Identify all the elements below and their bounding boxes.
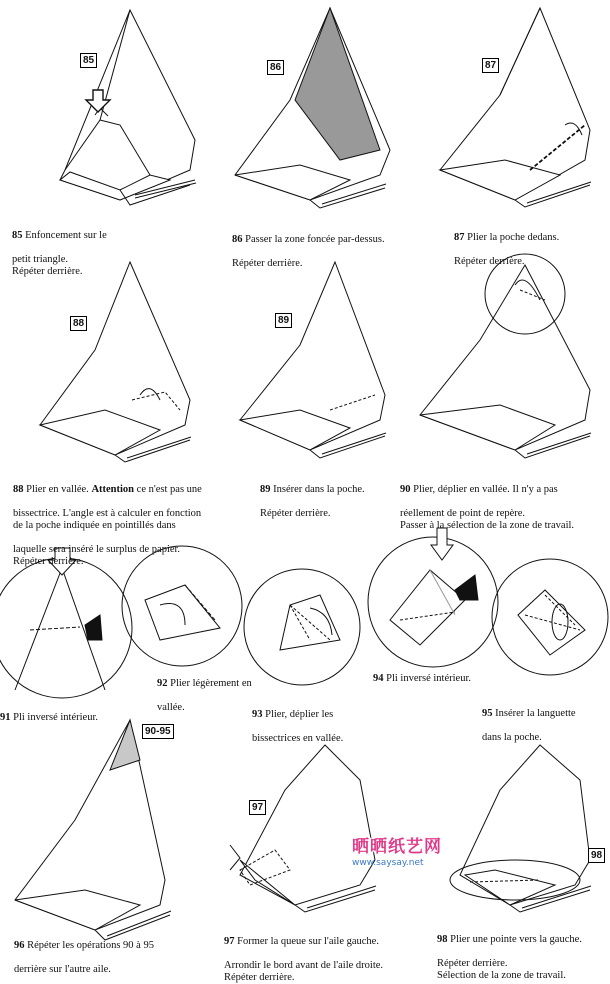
caption-86: 86 Passer la zone foncée par-dessus. Répéter derrière.	[232, 234, 385, 269]
caption-97: 97 Former la queue sur l'aile gauche. Arrondir le bord avant de l'aile droite. Répéter derrière.	[224, 936, 384, 983]
step-box-range: 90-95	[142, 724, 174, 739]
step-94-figure	[368, 528, 498, 667]
caption-88: 88 Plier en vallée. Attention ce n'est pas une bissectrice. L'angle est à calculer en fonction de la poche indiquée en pointillés dans laquelle sera inséré le surplus de papier. Répéter derrière.	[13, 484, 202, 567]
step-90-figure	[420, 254, 591, 458]
step-86-figure	[235, 8, 390, 208]
step-95-figure	[492, 559, 608, 675]
step-89-figure	[240, 262, 386, 458]
step-box-87: 87	[482, 58, 499, 73]
caption-98: 98 Plier une pointe vers la gauche. Répéter derrière. Sélection de la zone de travail.	[437, 934, 582, 981]
step-87-figure	[440, 8, 591, 207]
step-box-86: 86	[267, 60, 284, 75]
caption-93: 93 Plier, déplier les bissectrices en vallée.	[252, 709, 344, 744]
caption-85: 85 Enfoncement sur le petit triangle. Répéter derrière.	[12, 230, 107, 277]
site-watermark	[352, 832, 442, 868]
step-93-figure	[244, 569, 360, 685]
caption-90: 90 Plier, déplier en vallée. Il n'y a pas réellement de point de repère. Passer à la sélection de la zone de travail.	[400, 484, 575, 531]
step-98-figure	[450, 745, 591, 912]
step-box-98: 98	[588, 848, 605, 863]
step-96-figure	[15, 720, 171, 940]
caption-91: 91 Pli inversé intérieur.	[0, 712, 98, 723]
watermark-url: www.saysay.net	[352, 858, 424, 868]
caption-92: 92 Plier légèrement en vallée.	[157, 678, 252, 713]
step-box-89: 89	[275, 313, 292, 328]
watermark-name: 晒晒纸艺网	[352, 837, 442, 857]
caption-96: 96 Répéter les opérations 90 à 95 derrière sur l'autre aile.	[14, 940, 154, 975]
step-97-figure	[230, 745, 376, 912]
step-88-figure	[40, 262, 191, 462]
caption-89: 89 Insérer dans la poche. Répéter derrière.	[260, 484, 365, 519]
step-box-85: 85	[80, 53, 97, 68]
step-box-97: 97	[249, 800, 266, 815]
caption-94: 94 Pli inversé intérieur.	[373, 673, 471, 684]
step-85-figure	[60, 10, 196, 205]
caption-95: 95 Insérer la languette dans la poche.	[482, 708, 576, 743]
step-91-figure	[0, 548, 132, 698]
step-box-88: 88	[70, 316, 87, 331]
caption-87: 87 Plier la poche dedans. Répéter derrière.	[454, 232, 560, 267]
